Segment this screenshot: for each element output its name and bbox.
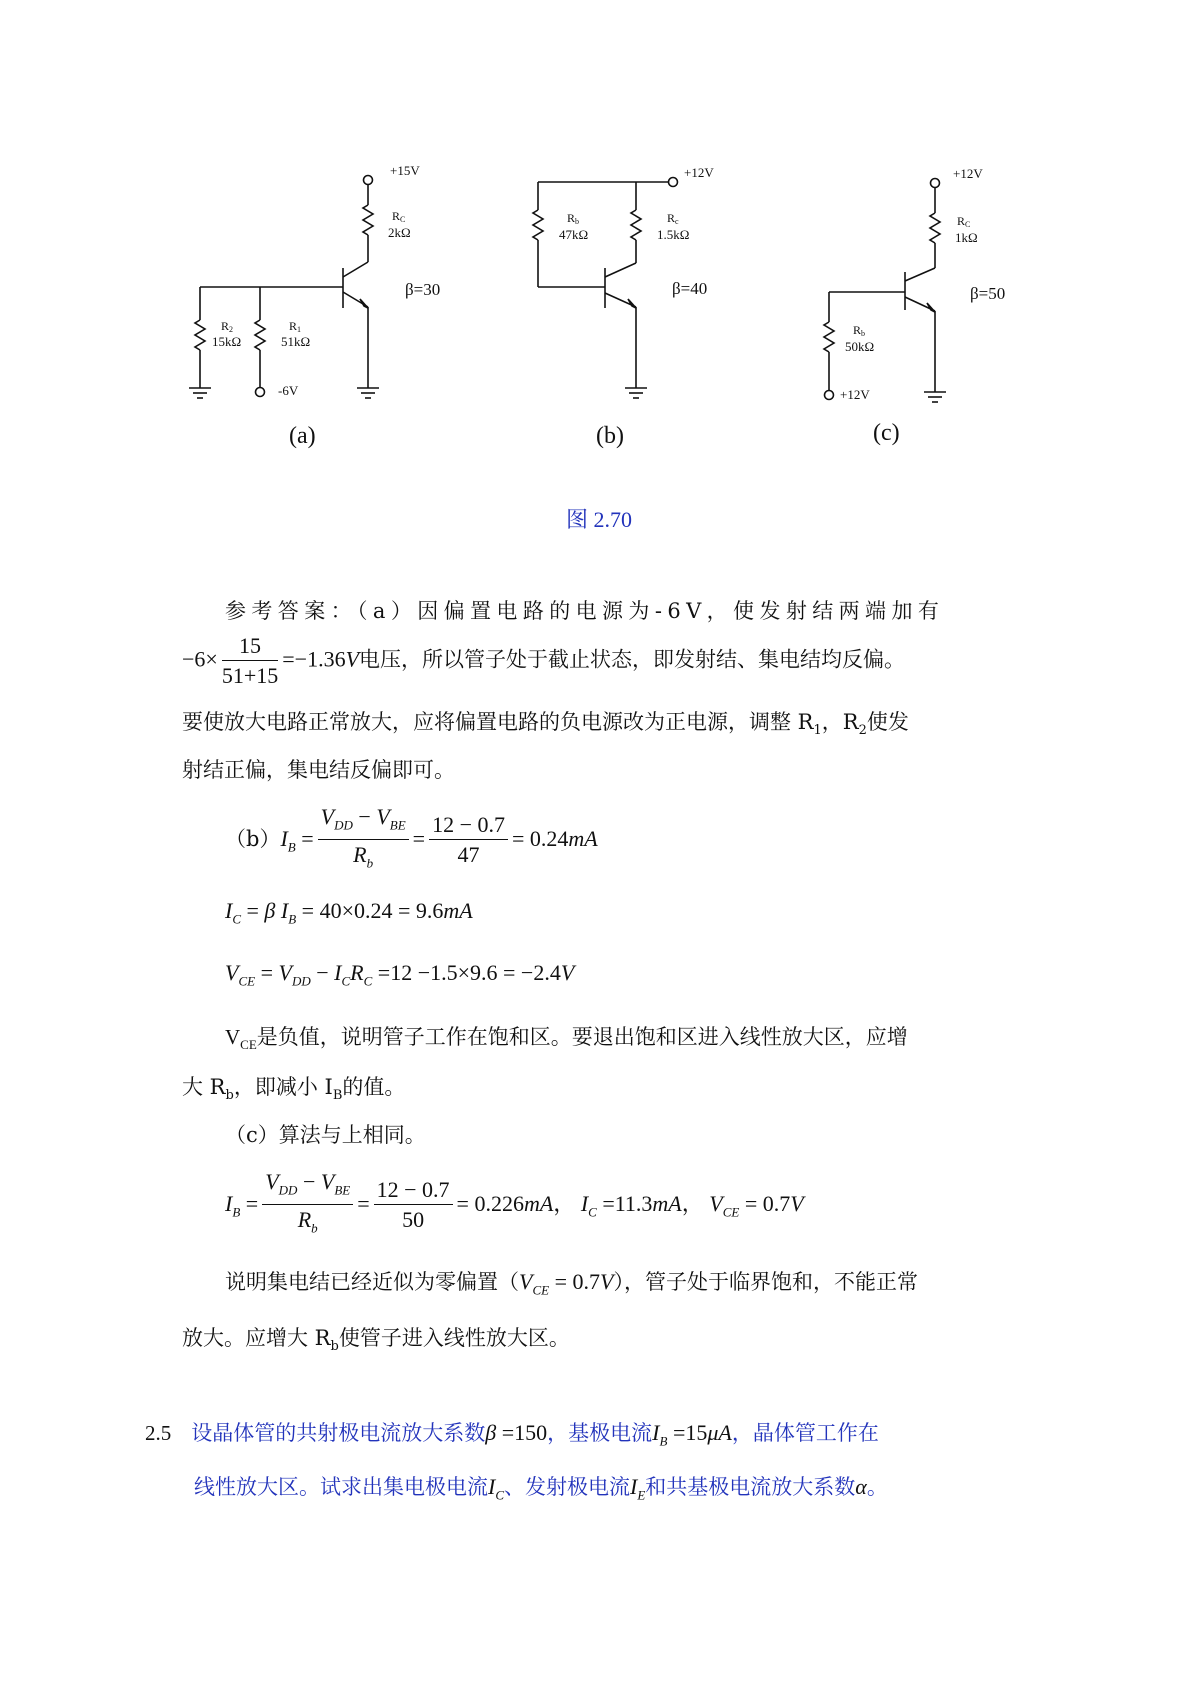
svg-text:-6V: -6V	[278, 383, 299, 398]
svg-text:15kΩ: 15kΩ	[212, 334, 242, 349]
figure-caption: 图 2.70	[566, 507, 633, 532]
svg-text:50kΩ: 50kΩ	[845, 339, 875, 354]
ground-icon	[924, 392, 946, 402]
svg-text:+12V: +12V	[840, 387, 870, 402]
resistor-rc-a	[363, 205, 373, 235]
problem-line1: 2.5 设晶体管的共射极电流放大系数β =150，基极电流$I_B =15\mu A$，晶体管工作在	[145, 1420, 879, 1449]
answer-c-text1: 说明集电结已经近似为零偏置$(V_{CE} = 0.7V)$，管子处于临界饱和，不能正常	[225, 1269, 918, 1298]
answer-b-eq3: $V_{CE} = V_{DD} - I_CR_C =12 -1.5\times 9.6 = -2.4V$	[225, 960, 575, 989]
answer-b-text2: 大 $R_b$，即减小 $I_B$的值。	[182, 1075, 406, 1104]
answer-c-label: （c）算法与上相同。	[225, 1123, 426, 1147]
svg-text:Rb: Rb	[567, 211, 580, 226]
label-a: (a)	[289, 423, 316, 449]
circuit-b	[533, 178, 678, 399]
circuit-c	[824, 179, 946, 403]
circuit-a	[189, 176, 379, 399]
beta-a: β=30	[405, 280, 441, 299]
svg-text:1.5kΩ: 1.5kΩ	[657, 227, 690, 242]
answer-c-text2: 放大。应增大 $R_b$使管子进入线性放大区。	[182, 1326, 570, 1355]
answer-b-eq2: $I_C = \beta$ $I_B = 40\times 0.24 = 9.6mA$	[225, 898, 473, 927]
beta-b: β=40	[672, 279, 708, 298]
answer-c-eq: $I_B$ = $\frac{V_{DD} - V_{BE}}{R_b}$ = $\frac{12 - 0.7}{50}$ = 0.226mA， $I_C =11.3mA$， $V_{CE} = 0.7V$	[225, 1169, 804, 1236]
resistor-rc-b	[631, 210, 641, 240]
svg-text:+12V: +12V	[953, 166, 983, 181]
svg-text:2kΩ: 2kΩ	[388, 225, 411, 240]
problem-line2: 线性放大区。试求出集电极电流$I_C$、发射极电流$I_E$和共基极电流放大系数α。	[194, 1474, 888, 1503]
svg-text:47kΩ: 47kΩ	[559, 227, 589, 242]
resistor-r2	[195, 320, 205, 350]
ground-icon	[357, 388, 379, 398]
answer-a-eq: −6× $\frac{15}{51+15}$ =−1.36V电压，所以管子处于截止状态，即发射结、集电结均反偏。	[182, 633, 906, 688]
resistor-rc-c	[930, 213, 940, 243]
resistor-rb-b	[533, 210, 543, 240]
svg-text:Rc: Rc	[667, 211, 679, 226]
ground-icon	[189, 388, 211, 398]
answer-b-text1: $V_{CE}$是负值，说明管子工作在饱和区。要退出饱和区进入线性放大区，应增	[225, 1025, 908, 1053]
svg-text:51kΩ: 51kΩ	[281, 334, 311, 349]
label-c: (c)	[873, 420, 900, 446]
svg-text:+12V: +12V	[684, 165, 714, 180]
circuit-figure	[0, 0, 1191, 470]
beta-c: β=50	[970, 284, 1006, 303]
answer-a-line1: 参考答案：（a）因偏置电路的电源为-6V，使发射结两端加有	[225, 599, 945, 623]
svg-text:R1: R1	[289, 319, 302, 334]
label-a-supply: +15V	[390, 163, 420, 178]
svg-text:1kΩ: 1kΩ	[955, 230, 978, 245]
ground-icon	[625, 388, 647, 398]
answer-b-eq1: $(b)I_B$ = $\frac{V_{DD} - V_{BE}}{R_b}$ = $\frac{12 - 0.7}{47}$ = 0.24mA	[225, 804, 598, 871]
resistor-rb-c	[824, 322, 834, 352]
resistor-r1	[255, 320, 265, 350]
svg-text:RC: RC	[957, 214, 971, 229]
answer-a-line3: 要使放大电路正常放大，应将偏置电路的负电源改为正电源，调整 $R_1$，$R_2$使发	[182, 710, 909, 739]
svg-text:Rb: Rb	[853, 323, 866, 338]
answer-a-line4: 射结正偏，集电结反偏即可。	[182, 758, 455, 782]
label-b: (b)	[596, 423, 624, 449]
svg-text:RC: RC	[392, 209, 406, 224]
svg-text:R2: R2	[221, 319, 234, 334]
